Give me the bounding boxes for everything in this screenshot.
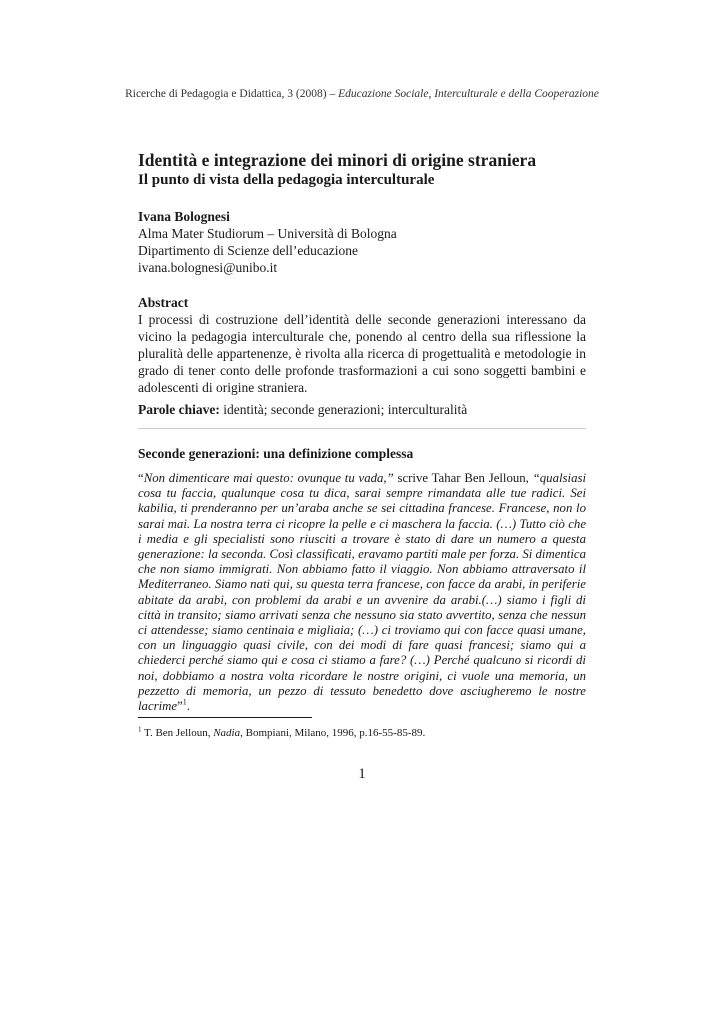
abstract-block (138, 294, 586, 396)
footnote-reference[interactable]: 1 (182, 697, 187, 707)
footnote-number: 1 (138, 725, 142, 734)
journal-reference: Ricerche di Pedagogia e Didattica, 3 (2008) – (125, 88, 339, 100)
author-affiliation: Alma Mater Studiorum – Università di Bologna (138, 226, 397, 241)
abstract-heading: Abstract (138, 295, 189, 310)
paper-title: Identità e integrazione dei minori di origine straniera (138, 150, 537, 170)
author-name: Ivana Bolognesi (138, 209, 230, 224)
author-block (138, 208, 586, 276)
paper-subtitle: Il punto di vista della pedagogia interculturale (138, 172, 435, 188)
quote-part-1: Non dimenticare mai questo: ovunque tu vada,” (143, 471, 394, 485)
quote-open-mark: “ (138, 471, 144, 485)
footnote-details: , Bompiani, Milano, 1996, p.16-55-85-89. (240, 727, 426, 739)
keywords-text: identità; seconde generazioni; interculturalità (219, 402, 468, 417)
abstract-text: I processi di costruzione dell’identità delle seconde generazioni interessano da vicino la pedagogia interculturale che, ponendo al centro della sua riflessione la pluralità delle appartenenze, è rivolta alla ricerca di progettualità e metodologie in grado di tener conto delle profonde trasformazioni a cui sono soggetti bambini e adolescenti di origine straniera. (138, 312, 586, 395)
quote-close-mark: ” (177, 699, 183, 714)
running-head (0, 88, 724, 100)
section-heading: Seconde generazioni: una definizione complessa (138, 446, 414, 461)
quote-attribution: scrive Tahar Ben Jelloun, (393, 471, 533, 485)
author-department: Dipartimento di Scienze dell’educazione (138, 243, 359, 258)
author-email: ivana.bolognesi@unibo.it (138, 260, 278, 275)
page-number: 1 (358, 766, 366, 782)
quote-part-2: “qualsiasi cosa tu faccia, qualunque cosa tu dica, sarai sempre rimandata alle tue radici. Sei kabilia, ti prenderanno per un’araba anche se sei cittadina francese. Francese, non lo sarai mai. La nostra terra ci ricopre la pelle e ci maschera la faccia. (…) Tutto ciò che i media e gli specialisti sono riusciti a trovare è stato di dare un numero a questa generazione: la seconda. Così classificati, eravamo partiti male per forza. Si dimentica che non siamo immigrati. Non abbiamo fatto il viaggio. Non abbiamo attraversato il Mediterraneo. Siamo nati qui, su questa terra francese, con facce da arabi, in periferie abitate da arabi, con problemi da arabi e un avvenire da arabi.(…) siamo i figli di città in transito; siamo arrivati senza che nessuno sia stato avvertito, senza che nessun ci attendesse; siamo centinaia e migliaia; (…) ci troviamo qui con facce quasi umane, con un linguaggio quasi civile, con dei modi di fare quasi francesi; siamo qui a chiederci perché siamo qui e cosa ci stiamo a fare? (…) Perché qualcuno si ricordi di noi, dobbiamo a nostra volta ricordare le nostre origini, ci vuole una memoria, un pezzetto di memoria, un pezzo di tessuto benedetto dove asciugheremo le nostre lacrime (138, 471, 587, 714)
journal-series: Educazione Sociale, Interculturale e della Cooperazione (338, 88, 599, 100)
footnote (138, 726, 586, 740)
footnote-work: Nadia (213, 727, 241, 739)
keywords-label: Parole chiave: (138, 402, 220, 417)
quote-paragraph (138, 471, 586, 714)
footnote-rule (138, 717, 312, 718)
footnote-author: T. Ben Jelloun, (141, 727, 214, 739)
section-divider (138, 428, 586, 429)
keywords-line (138, 401, 586, 418)
quote-end: . (186, 699, 190, 714)
